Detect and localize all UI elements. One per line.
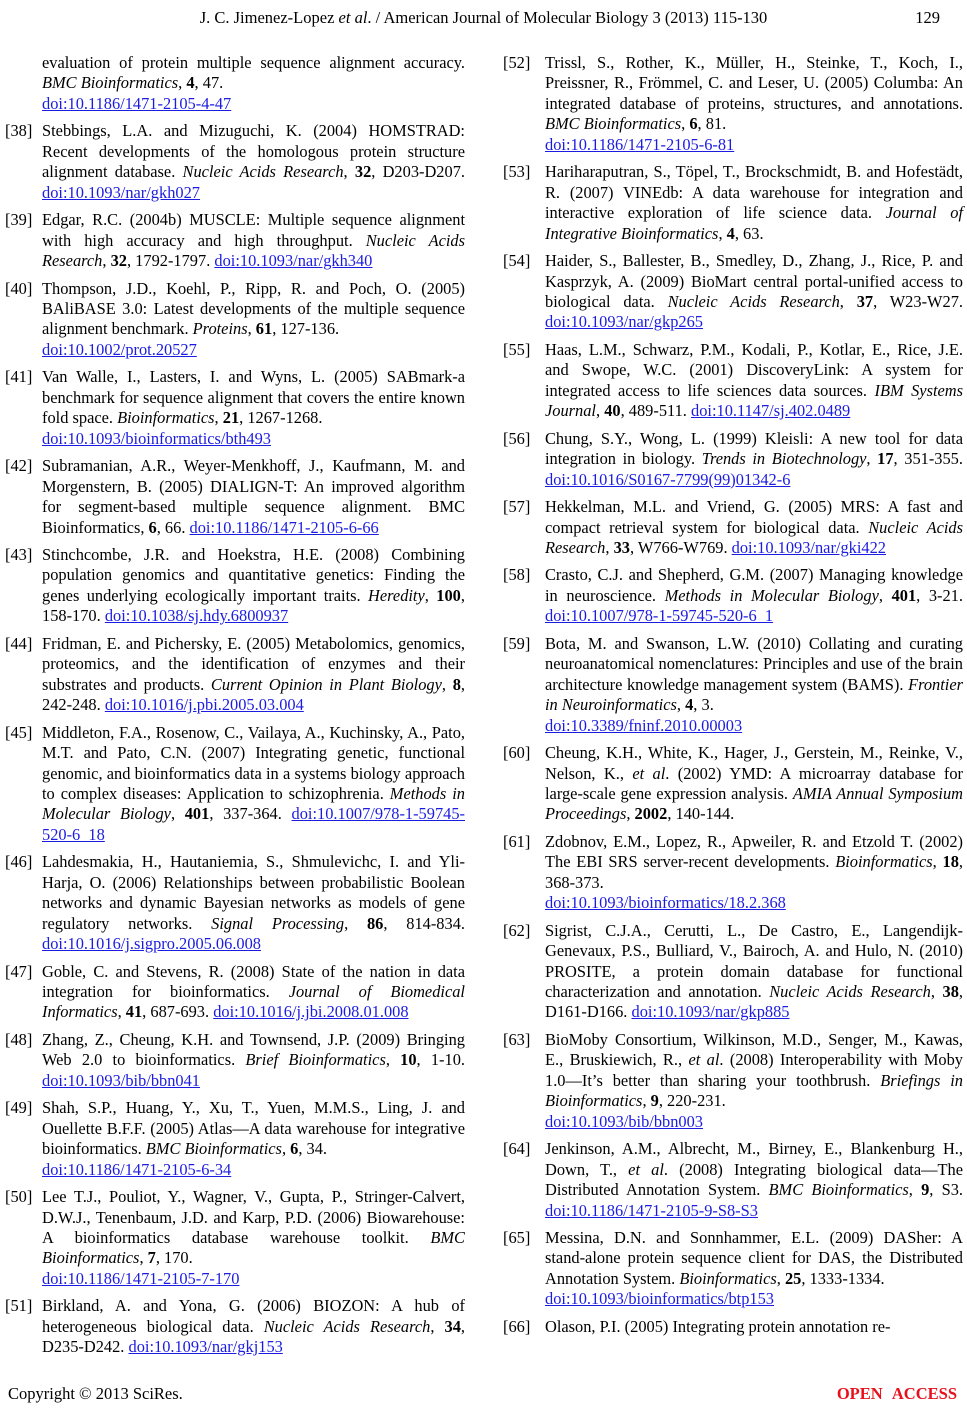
reference-number: [47] (5, 961, 33, 981)
reference-text: Lahdesmakia, H., Hautaniemia, S., Shmulevichc, I. and Yli-Harja, O. (2006) Relationships between probabilistic Boolean networks and dynamic Bayesian networks as models of gene regulatory networks. Signal Processing, 86, 814-834. doi:10.1016/j.sigpro.2005.06.008 (42, 852, 465, 954)
journal-header-title: J. C. Jimenez-Lopez et al. / American Journal of Molecular Biology 3 (2013) 115-130 (199, 8, 768, 27)
reference-entry (503, 162, 963, 244)
reference-text: Shah, S.P., Huang, Y., Xu, T., Yuen, M.M.S., Ling, J. and Ouellette B.F.F. (2005) Atlas—A data warehouse for integrative bioinformatics. BMC Bioinformatics, 6, 34. doi:10.1186/1471-2105-6-34 (42, 1098, 465, 1179)
doi-link[interactable]: doi:10.1186/1471-2105-6-81 (545, 134, 735, 154)
reference-entry (5, 545, 465, 627)
doi-link[interactable]: doi:10.1093/bioinformatics/bth493 (42, 428, 271, 448)
reference-number: [62] (503, 920, 531, 940)
reference-entry (503, 921, 963, 1023)
reference-number: [49] (5, 1098, 33, 1118)
reference-entry (5, 634, 465, 716)
reference-text: evaluation of protein multiple sequence alignment accuracy. BMC Bioinformatics, 4, 47. doi:10.1186/1471-2105-4-47 (42, 53, 465, 113)
reference-entry (503, 832, 963, 914)
reference-entry (5, 210, 465, 271)
reference-entry (5, 1187, 465, 1289)
reference-number: [48] (5, 1029, 33, 1049)
doi-link[interactable]: doi:10.1186/1471-2105-7-170 (42, 1268, 240, 1288)
reference-number: [63] (503, 1029, 531, 1049)
doi-link[interactable]: doi:10.1038/sj.hdy.6800937 (104, 606, 289, 626)
reference-entry (5, 279, 465, 361)
reference-entry (5, 1296, 465, 1357)
references-columns (5, 53, 963, 1365)
reference-number: [53] (503, 162, 531, 182)
copyright-notice: Copyright © 2013 SciRes. (8, 1384, 183, 1403)
doi-link[interactable]: doi:10.1016/j.sigpro.2005.06.008 (42, 934, 262, 954)
reference-entry (503, 497, 963, 558)
reference-text: Messina, D.N. and Sonnhammer, E.L. (2009) DASher: A stand-alone protein sequence client for DAS, the Distributed Annotation System. Bioinformatics, 25, 1333-1334. doi:10.1093/bioinformatics/btp153 (545, 1228, 963, 1309)
reference-number: [39] (5, 210, 33, 230)
reference-text: Cheung, K.H., White, K., Hager, J., Gerstein, M., Reinke, V., Nelson, K., et al. (2002) YMD: A microarray database for large-scale gene expression analysis. AMIA Annual Symposium Proceedings, 2002, 140-144. (545, 743, 964, 824)
reference-entry (5, 367, 465, 449)
doi-link[interactable]: doi:10.1093/nar/gkp885 (631, 1002, 790, 1022)
doi-link[interactable]: doi:10.1093/nar/gkh027 (42, 182, 200, 202)
doi-link[interactable]: doi:10.1093/bib/bbn041 (42, 1070, 200, 1090)
reference-entry (503, 1139, 963, 1221)
reference-text: Van Walle, I., Lasters, I. and Wyns, L. (2005) SABmark-a benchmark for sequence alignment that covers the entire known fold space. Bioinformatics, 21, 1267-1268. doi:10.1093/bioinformatics/bth493 (42, 367, 465, 448)
doi-link[interactable]: doi:10.1093/nar/gkj153 (128, 1337, 283, 1357)
reference-entry (503, 340, 963, 422)
reference-entry (503, 1317, 963, 1337)
page-number: 129 (915, 8, 940, 27)
reference-number: [55] (503, 339, 531, 359)
reference-entry (503, 251, 963, 333)
reference-number: [43] (5, 544, 33, 564)
reference-number: [51] (5, 1296, 33, 1316)
reference-text: Middleton, F.A., Rosenow, C., Vailaya, A., Kuchinsky, A., Pato, M.T. and Pato, C.N. (2007) Integrating genetic, functional genomic, and bioinformatics data in a systems biology approach to complex diseases: Application to schizophrenia. Methods in Molecular Biology, 401, 337-364. doi:10.1007/978-1-59745-520-6_18 (42, 722, 465, 844)
reference-text: Haas, L.M., Schwarz, P.M., Kodali, P., Kotlar, E., Rice, J.E. and Swope, W.C. (2001) DiscoveryLink: A system for integrated access to life sciences data sources. IBM Systems Journal, 40, 489-511. doi:10.1147/sj.402.0489 (545, 339, 963, 421)
doi-link[interactable]: doi:10.1093/nar/gki422 (731, 537, 886, 557)
reference-number: [38] (5, 121, 33, 141)
doi-link[interactable]: doi:10.1186/1471-2105-6-34 (42, 1159, 232, 1179)
reference-text: Stinchcombe, J.R. and Hoekstra, H.E. (2008) Combining population genomics and quantitative genetics: Finding the genes underlying ecologically important traits. Heredity, 100, 158-170. doi:10.1038/sj.hdy.6800937 (42, 544, 465, 626)
doi-link[interactable]: doi:10.1093/bib/bbn003 (545, 1111, 703, 1131)
reference-entry (503, 1030, 963, 1132)
reference-entry (5, 1030, 465, 1091)
reference-text: Edgar, R.C. (2004b) MUSCLE: Multiple sequence alignment with high accuracy and high throughput. Nucleic Acids Research, 32, 1792-1797. doi:10.1093/nar/gkh340 (42, 210, 465, 271)
reference-text: Lee T.J., Pouliot, Y., Wagner, V., Gupta, P., Stringer-Calvert, D.W.J., Tenenbaum, J.D. and Karp, P.D. (2006) Biowarehouse: A bioinformatics database warehouse toolkit. BMC Bioinformatics, 7, 170. doi:10.1186/1471-2105-7-170 (42, 1187, 465, 1288)
reference-text: Zdobnov, E.M., Lopez, R., Apweiler, R. and Etzold T. (2002) The EBI SRS server-recent developments. Bioinformatics, 18, 368-373. doi:10.1093/bioinformatics/18.2.368 (545, 831, 963, 913)
reference-entry (503, 634, 963, 736)
reference-text: BioMoby Consortium, Wilkinson, M.D., Senger, M., Kawas, E., Bruskiewich, R., et al. (2008) Interoperability with Moby 1.0—It’s better than sharing your toothbrush. Briefings in Bioinformatics, 9, 220-231. doi:10.1093/bib/bbn003 (545, 1029, 963, 1131)
reference-text: Birkland, A. and Yona, G. (2006) BIOZON: A hub of heterogeneous biological data. Nucleic Acids Research, 34, D235-D242. doi:10.1093/nar/gkj153 (42, 1296, 465, 1357)
reference-text: Chung, S.Y., Wong, L. (1999) Kleisli: A new tool for data integration in biology. Trends in Biotechnology, 17, 351-355. doi:10.1016/S0167-7799(99)01342-6 (545, 428, 963, 489)
reference-text: Olason, P.I. (2005) Integrating protein annotation re- (545, 1316, 891, 1336)
reference-entry (5, 723, 465, 846)
reference-number: [45] (5, 722, 33, 742)
reference-text: Subramanian, A.R., Weyer-Menkhoff, J., Kaufmann, M. and Morgenstern, B. (2005) DIALIGN-T: An improved algorithm for segment-based multiple sequence alignment. BMC Bioinformatics, 6, 66. doi:10.1186/1471-2105-6-66 (42, 456, 465, 537)
reference-entry (5, 1098, 465, 1180)
reference-number: [64] (503, 1139, 531, 1159)
reference-entry (503, 565, 963, 626)
doi-link[interactable]: doi:10.1007/978-1-59745-520-6_18 (42, 804, 465, 844)
doi-link[interactable]: doi:10.1016/j.pbi.2005.03.004 (104, 695, 304, 715)
reference-number: [42] (5, 456, 33, 476)
references-column-right (503, 53, 963, 1365)
open-access-label: OPEN ACCESS (836, 1384, 957, 1403)
reference-entry (503, 53, 963, 155)
reference-text: Goble, C. and Stevens, R. (2008) State of the nation in data integration for bioinformatics. Journal of Biomedical Informatics, 41, 687-693. doi:10.1016/j.jbi.2008.01.008 (42, 961, 465, 1022)
doi-link[interactable]: doi:10.1093/nar/gkp265 (545, 312, 703, 332)
reference-number: [41] (5, 367, 33, 387)
doi-link[interactable]: doi:10.1007/978-1-59745-520-6_1 (545, 606, 774, 626)
reference-number: [57] (503, 497, 531, 517)
doi-link[interactable]: doi:10.1016/S0167-7799(99)01342-6 (545, 469, 791, 489)
reference-number: [58] (503, 565, 531, 585)
reference-entry (5, 962, 465, 1023)
doi-link[interactable]: doi:10.1093/bioinformatics/18.2.368 (545, 893, 786, 913)
reference-number: [66] (503, 1316, 531, 1336)
reference-text: Sigrist, C.J.A., Cerutti, L., De Castro, E., Langendijk-Genevaux, P.S., Bulliard, V., Bairoch, A. and Hulo, N. (2010) PROSITE, a protein domain database for functional characterization and annotation. Nucleic Acids Research, 38, D161-D166. doi:10.1093/nar/gkp885 (545, 920, 963, 1022)
reference-text: Fridman, E. and Pichersky, E. (2005) Metabolomics, genomics, proteomics, and the identification of enzymes and their substrates and products. Current Opinion in Plant Biology, 8, 242-248. doi:10.1016/j.pbi.2005.03.004 (42, 633, 465, 715)
journal-header (0, 8, 967, 28)
doi-link[interactable]: doi:10.1147/sj.402.0489 (691, 401, 851, 421)
reference-text: Zhang, Z., Cheung, K.H. and Townsend, J.P. (2009) Bringing Web 2.0 to bioinformatics. Brief Bioinformatics, 10, 1-10. doi:10.1093/bib/bbn041 (42, 1029, 465, 1090)
doi-link[interactable]: doi:10.1186/1471-2105-6-66 (189, 517, 379, 537)
reference-text: Haider, S., Ballester, B., Smedley, D., Zhang, J., Rice, P. and Kasprzyk, A. (2009) BioMart central portal-unified access to biological data. Nucleic Acids Research, 37, W23-W27. doi:10.1093/nar/gkp265 (545, 251, 963, 332)
reference-number: [60] (503, 743, 531, 763)
doi-link[interactable]: doi:10.1186/1471-2105-9-S8-S3 (545, 1200, 758, 1220)
reference-number: [61] (503, 831, 531, 851)
reference-text: Stebbings, L.A. and Mizuguchi, K. (2004) HOMSTRAD: Recent developments of the homologous protein structure alignment database. Nucleic Acids Research, 32, D203-D207. doi:10.1093/nar/gkh027 (42, 121, 465, 202)
reference-number: [44] (5, 633, 33, 653)
doi-link[interactable]: doi:10.1093/nar/gkh340 (214, 251, 373, 271)
reference-entry (5, 456, 465, 538)
reference-text: Bota, M. and Swanson, L.W. (2010) Collating and curating neuroanatomical nomenclatures: Principles and use of the brain architecture knowledge management system (BAMS). Frontier in Neuroinformatics, 4, 3. doi:10.3389/fninf.2010.00003 (545, 633, 963, 735)
reference-text: Hariharaputran, S., Töpel, T., Brockschmidt, B. and Hofestädt, R. (2007) VINEdb: A data warehouse for integration and interactive exploration of life science data. Journal of Integrative Bioinformatics, 4, 63. (545, 162, 963, 243)
references-column-left (5, 53, 465, 1365)
reference-number: [52] (503, 53, 531, 72)
reference-entry (503, 743, 963, 825)
reference-number: [59] (503, 633, 531, 653)
reference-number: [40] (5, 278, 33, 298)
doi-link[interactable]: doi:10.1016/j.jbi.2008.01.008 (213, 1002, 409, 1022)
doi-link[interactable]: doi:10.1093/bioinformatics/btp153 (545, 1289, 774, 1309)
reference-text: Crasto, C.J. and Shepherd, G.M. (2007) Managing knowledge in neuroscience. Methods in Molecular Biology, 401, 3-21. doi:10.1007/978-1-59745-520-6_1 (545, 565, 963, 626)
reference-number: [46] (5, 852, 33, 872)
reference-entry (5, 53, 465, 114)
reference-text: Trissl, S., Rother, K., Müller, H., Steinke, T., Koch, I., Preissner, R., Frömmel, C. and Leser, U. (2005) Columba: An integrated database of proteins, structures, and annotations. BMC Bioinformatics, 6, 81. doi:10.1186/1471-2105-6-81 (545, 53, 963, 154)
reference-number: [50] (5, 1187, 33, 1207)
reference-number: [56] (503, 428, 531, 448)
reference-text: Hekkelman, M.L. and Vriend, G. (2005) MRS: A fast and compact retrieval system for biological data. Nucleic Acids Research, 33, W766-W769. doi:10.1093/nar/gki422 (545, 497, 963, 557)
reference-entry (503, 1228, 963, 1310)
reference-entry (5, 121, 465, 203)
reference-text: Thompson, J.D., Koehl, P., Ripp, R. and Poch, O. (2005) BAliBASE 3.0: Latest developments of the multiple sequence alignment benchmark. Proteins, 61, 127-136. doi:10.1002/prot.20527 (42, 278, 465, 359)
doi-link[interactable]: doi:10.3389/fninf.2010.00003 (545, 715, 743, 735)
doi-link[interactable]: doi:10.1002/prot.20527 (42, 339, 197, 359)
reference-entry (503, 429, 963, 490)
reference-text: Jenkinson, A.M., Albrecht, M., Birney, E., Blankenburg H., Down, T., et al. (2008) Integrating biological data—The Distributed Annotation System. BMC Bioinformatics, 9, S3. doi:10.1186/1471-2105-9-S8-S3 (545, 1139, 963, 1220)
doi-link[interactable]: doi:10.1186/1471-2105-4-47 (42, 93, 232, 113)
reference-number: [65] (503, 1228, 531, 1248)
reference-number: [54] (503, 251, 531, 271)
reference-entry (5, 852, 465, 954)
